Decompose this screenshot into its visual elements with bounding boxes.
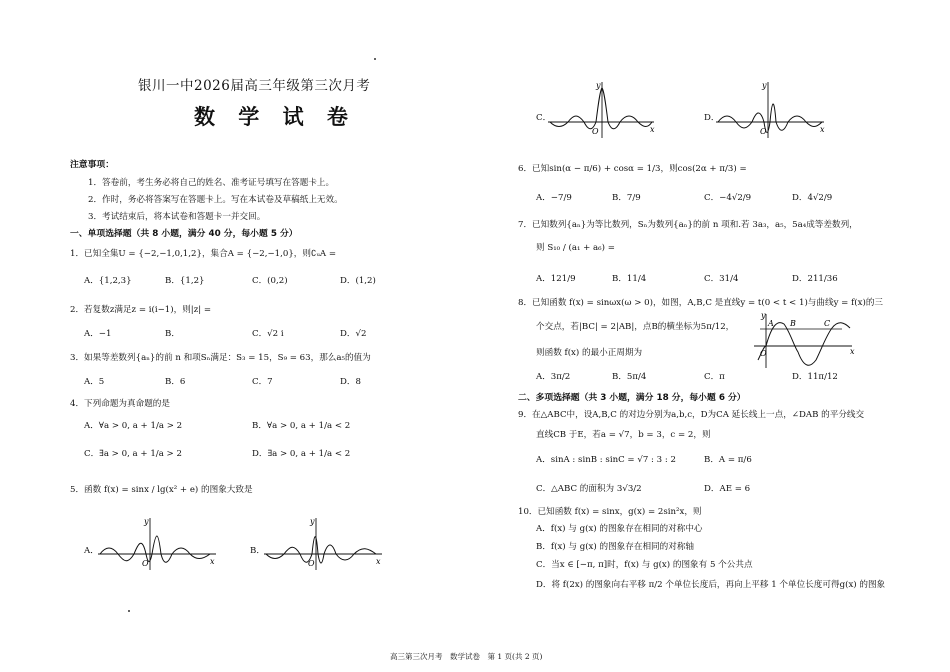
q8-option-a: A．3π/2 <box>536 372 571 382</box>
q2-option-b: B． <box>165 329 180 339</box>
q7-option-b: B．11/4 <box>612 274 647 284</box>
q1-option-c: C．(0,2) <box>252 276 288 286</box>
section2-heading: 二、多项选择题（共 3 小题，满分 18 分，每小题 6 分） <box>518 393 746 403</box>
curve <box>550 88 652 129</box>
q4-option-d: D．∃a > 0, a + 1/a < 2 <box>252 449 351 459</box>
q10-option-c: C．当x ∈ [−π, π]时，f(x) 与 g(x) 的图象有 5 个公共点 <box>536 560 753 570</box>
x-label: x <box>650 125 655 134</box>
q7-option-a: A．121/9 <box>536 274 576 284</box>
q3-option-a: A．5 <box>84 377 105 387</box>
point-b-label: B <box>790 319 796 328</box>
q4-option-b: B．∀a > 0, a + 1/a < 2 <box>252 421 351 431</box>
q5-option-a: A． <box>84 546 99 556</box>
q8-stem2: 个交点，若|BC| = 2|AB|，点B的横坐标为5π/12， <box>536 322 735 332</box>
point-a-label: A <box>768 319 774 328</box>
q7-option-d: D．211/36 <box>792 274 838 284</box>
q9-stem2: 直线CB 于E，若a = √7，b = 3，c = 2，则 <box>536 430 711 440</box>
q2-option-a: A．−1 <box>84 329 112 339</box>
q5-graph-c <box>548 80 658 140</box>
q3-option-b: B．6 <box>165 377 186 387</box>
curve <box>718 104 822 133</box>
q1-option-b: B．{1,2} <box>165 276 205 286</box>
q3-option-d: D．8 <box>340 377 361 387</box>
q1-stem: 1．已知全集U = {−2,−1,0,1,2}，集合A = {−2,−1,0}，则∁ᵤA = <box>70 249 337 259</box>
q8-stem3: 则函数 f(x) 的最小正周期为 <box>536 348 643 358</box>
note-item: 1．答卷前，考生务必将自己的姓名、准考证号填写在答题卡上。 <box>88 178 335 188</box>
q6-stem: 6．已知sin(α − π/6) + cosα = 1/3，则cos(2α + π/3) = <box>518 164 747 174</box>
origin-label: O <box>592 127 599 136</box>
q5-graph-a <box>98 516 222 572</box>
page-footer: 高三第三次月考 数学试卷 第 1 页(共 2 页) <box>390 652 543 661</box>
q9-option-c: C．△ABC 的面积为 3√3/2 <box>536 484 642 494</box>
q5-option-b: B． <box>250 546 265 556</box>
section1-heading: 一、单项选择题（共 8 小题，满分 40 分，每小题 5 分） <box>70 229 298 239</box>
q6-option-d: D．4√2/9 <box>792 193 833 203</box>
q6-option-a: A．−7/9 <box>536 193 572 203</box>
q7-option-c: C．31/4 <box>704 274 739 284</box>
scan-dot <box>374 58 376 60</box>
origin-label: O <box>760 349 767 358</box>
page-title: 数 学 试 卷 <box>194 105 356 129</box>
x-label: x <box>376 557 381 566</box>
q8-stem: 8．已知函数 f(x) = sinωx(ω > 0)，如图，A,B,C 是直线y = t(0 < t < 1)与曲线y = f(x)的三 <box>518 298 884 308</box>
notes-heading: 注意事项： <box>70 160 114 170</box>
q2-option-c: C．√2 i <box>252 329 284 339</box>
curve <box>266 537 376 563</box>
y-label: y <box>310 517 315 526</box>
origin-label: O <box>760 127 767 136</box>
q4-stem: 4．下列命题为真命题的是 <box>70 399 170 409</box>
q8-option-d: D．11π/12 <box>792 372 838 382</box>
q8-option-c: C．π <box>704 372 725 382</box>
q9-option-a: A．sinA : sinB : sinC = √7 : 3 : 2 <box>536 455 676 465</box>
point-c-label: C <box>824 319 831 328</box>
scan-dot <box>128 610 130 612</box>
q10-stem: 10．已知函数 f(x) = sinx，g(x) = 2sin²x，则 <box>518 507 702 517</box>
q2-stem: 2．若复数z满足z = i(i−1)，则|z| = <box>70 305 212 315</box>
q5-graph-d <box>716 80 828 140</box>
q3-option-c: C．7 <box>252 377 273 387</box>
origin-label: O <box>308 559 315 568</box>
q9-stem: 9．在△ABC中，设A,B,C 的对边分别为a,b,c，D为CA 延长线上一点，∠DAB 的平分线交 <box>518 410 865 420</box>
y-label: y <box>761 311 766 320</box>
x-label: x <box>210 557 215 566</box>
school-line: 银川一中2026届高三年级第三次月考 <box>138 78 371 94</box>
y-label: y <box>596 81 601 90</box>
q7-stem: 7．已知数列{aₙ}为等比数列，Sₙ为数列{aₙ}的前 n 项和.若 3a₃，a₅，5a₄成等差数列， <box>518 220 858 230</box>
q5-option-d: D． <box>704 113 720 123</box>
q7-stem2: 则 S₁₀ / (a₁ + a₆) = <box>536 243 615 253</box>
q6-option-c: C．−4√2/9 <box>704 193 752 203</box>
q6-option-b: B．7/9 <box>612 193 641 203</box>
q4-option-c: C．∃a > 0, a + 1/a > 2 <box>84 449 182 459</box>
q8-graph <box>752 312 856 370</box>
q10-option-b: B．f(x) 与 g(x) 的图象存在相同的对称轴 <box>536 542 695 552</box>
q2-option-d: D．√2 <box>340 329 367 339</box>
q10-option-a: A．f(x) 与 g(x) 的图象存在相同的对称中心 <box>536 524 703 534</box>
q5-graph-b <box>264 516 388 572</box>
note-item: 3．考试结束后，将本试卷和答题卡一并交回。 <box>88 212 266 222</box>
q5-option-c: C． <box>536 113 552 123</box>
note-item: 2．作时，务必将答案写在答题卡上。写在本试卷及草稿纸上无效。 <box>88 195 343 205</box>
x-label: x <box>850 347 855 356</box>
origin-label: O <box>142 559 149 568</box>
curve <box>100 536 210 562</box>
y-label: y <box>762 81 767 90</box>
q3-stem: 3．如果等差数列{aₙ}的前 n 和项Sₙ满足：S₃ = 15，S₉ = 63，那么a₅的值为 <box>70 353 371 363</box>
q9-option-d: D．AE = 6 <box>704 484 751 494</box>
q1-option-a: A．{1,2,3} <box>84 276 132 286</box>
y-label: y <box>144 517 149 526</box>
q8-option-b: B．5π/4 <box>612 372 647 382</box>
q5-stem: 5．函数 f(x) = sinx / lg(x² + e) 的图象大致是 <box>70 485 253 495</box>
q4-option-a: A．∀a > 0, a + 1/a > 2 <box>84 421 183 431</box>
q9-option-b: B．A = π/6 <box>704 455 752 465</box>
q1-option-d: D．(1,2) <box>340 276 376 286</box>
x-label: x <box>820 125 825 134</box>
q10-option-d: D．将 f(2x) 的图象向右平移 π/2 个单位长度后，再向上平移 1 个单位长度可得g(x) 的图象 <box>536 580 886 590</box>
